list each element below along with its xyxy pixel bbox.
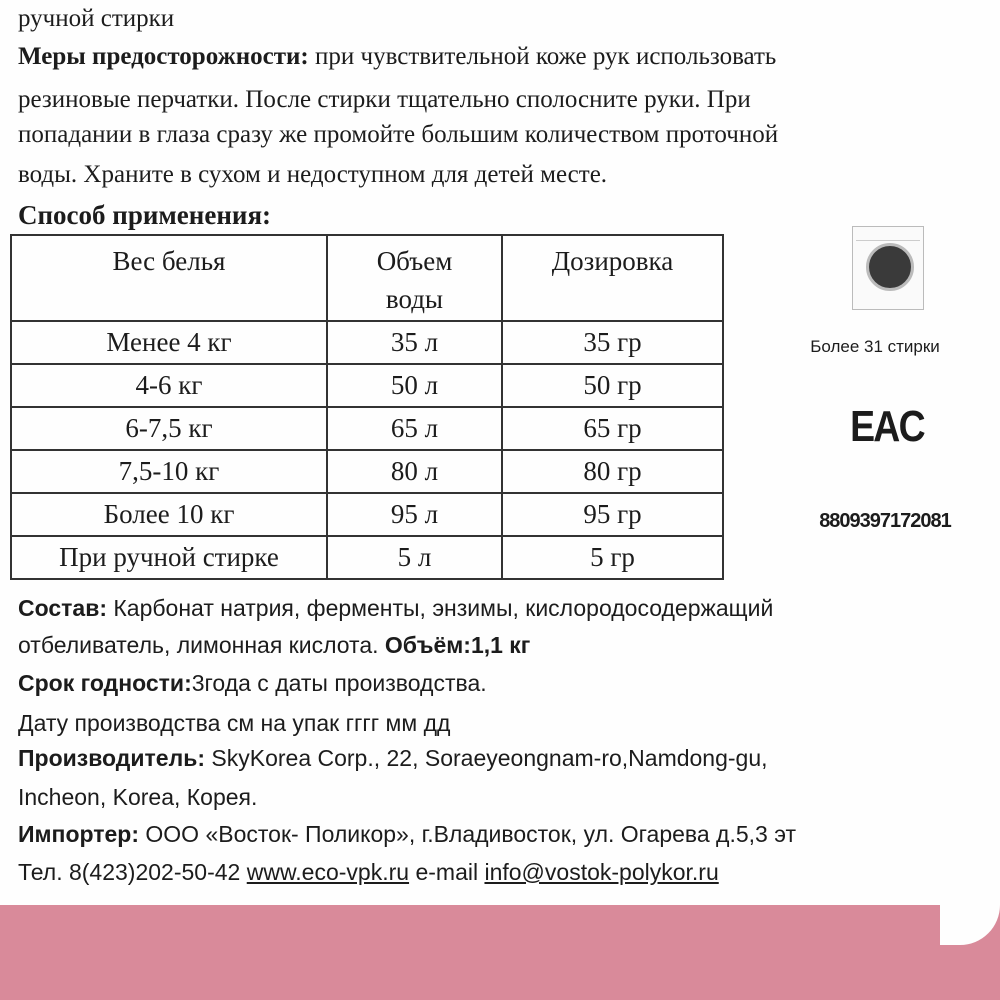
composition-label: Состав: [18, 595, 108, 621]
shelf-life-line [18, 666, 487, 700]
cell-weight: 6-7,5 кг [11, 407, 327, 450]
table-row [11, 493, 723, 536]
cell-weight: 4-6 кг [11, 364, 327, 407]
importer-label: Импортер: [18, 821, 139, 847]
package-edge [0, 905, 1000, 1000]
manufacturer-line-1 [18, 741, 768, 775]
email-label: e-mail [409, 859, 485, 885]
cell-water: 65 л [327, 407, 502, 450]
precautions-line-1 [18, 40, 776, 74]
production-date-note: Дату производства см на упак гггг мм дд [18, 710, 451, 736]
website-link[interactable]: www.eco-vpk.ru [246, 859, 410, 885]
cell-weight: Более 10 кг [11, 493, 327, 536]
composition-text-2: отбеливатель, лимонная кислота. [18, 632, 379, 658]
shelf-life-text: 3года с даты производства. [191, 670, 487, 696]
barcode-number: 8809397172081 [819, 510, 951, 532]
table-row [11, 450, 723, 493]
cell-dosage: 95 гр [502, 493, 723, 536]
manufacturer-text-1: SkyKorea Corp., 22, Soraeyeongnam-ro,Namdong-gu, [205, 745, 768, 771]
precautions-line-4: воды. Храните в сухом и недоступном для детей месте. [18, 161, 608, 188]
composition-text-1: Карбонат натрия, ферменты, энзимы, кислородосодержащий [107, 595, 774, 621]
cell-water: 5 л [327, 536, 502, 579]
cell-water: 50 л [327, 364, 502, 407]
precautions-text-1: при чувствительной коже рук использовать [308, 43, 777, 70]
precautions-line-2: резиновые перчатки. После стирки тщательно сполосните руки. При [18, 86, 751, 113]
table-row [11, 407, 723, 450]
cell-weight: 7,5-10 кг [11, 450, 327, 493]
cell-dosage: 65 гр [502, 407, 723, 450]
phone-number: Тел. 8(423)202-50-42 [18, 859, 247, 885]
header-dosage: Дозировка [502, 235, 723, 321]
manufacturer-line-2: Incheon, Korea, Корея. [18, 784, 258, 810]
volume-value: 1,1 кг [470, 632, 531, 658]
importer-line-1 [18, 817, 796, 851]
dosage-table [10, 234, 724, 580]
importer-line-2 [18, 855, 719, 889]
cell-water: 35 л [327, 321, 502, 364]
table-row [11, 321, 723, 364]
header-water: Объем воды [327, 235, 502, 321]
continued-text: ручной стирки [18, 5, 175, 32]
cell-weight: Менее 4 кг [11, 321, 327, 364]
header-weight: Вес белья [11, 235, 327, 321]
table-row [11, 536, 723, 579]
precautions-line-3: попадании в глаза сразу же промойте большим количеством проточной [18, 121, 779, 148]
manufacturer-label: Производитель: [18, 745, 205, 771]
cell-dosage: 5 гр [502, 536, 723, 579]
cell-water: 80 л [327, 450, 502, 493]
cell-dosage: 80 гр [502, 450, 723, 493]
shelf-life-label: Срок годности: [18, 670, 192, 696]
washes-count: Более 31 стирки [810, 337, 940, 356]
importer-text: ООО «Восток- Поликор», г.Владивосток, ул. Огарева д.5,3 эт [139, 821, 796, 847]
eac-mark: EAC [850, 402, 924, 451]
table-header-row [11, 235, 723, 321]
volume-label: Объём: [378, 632, 471, 658]
cell-dosage: 50 гр [502, 364, 723, 407]
composition-line-2 [18, 628, 530, 662]
washing-machine-icon [852, 226, 924, 310]
cell-weight: При ручной стирке [11, 536, 327, 579]
cell-water: 95 л [327, 493, 502, 536]
precautions-label: Меры предосторожности: [18, 43, 309, 70]
table-row [11, 364, 723, 407]
cell-dosage: 35 гр [502, 321, 723, 364]
usage-heading: Способ применения: [18, 200, 272, 230]
composition-line-1 [18, 591, 773, 625]
email-link[interactable]: info@vostok-polykor.ru [484, 859, 719, 885]
